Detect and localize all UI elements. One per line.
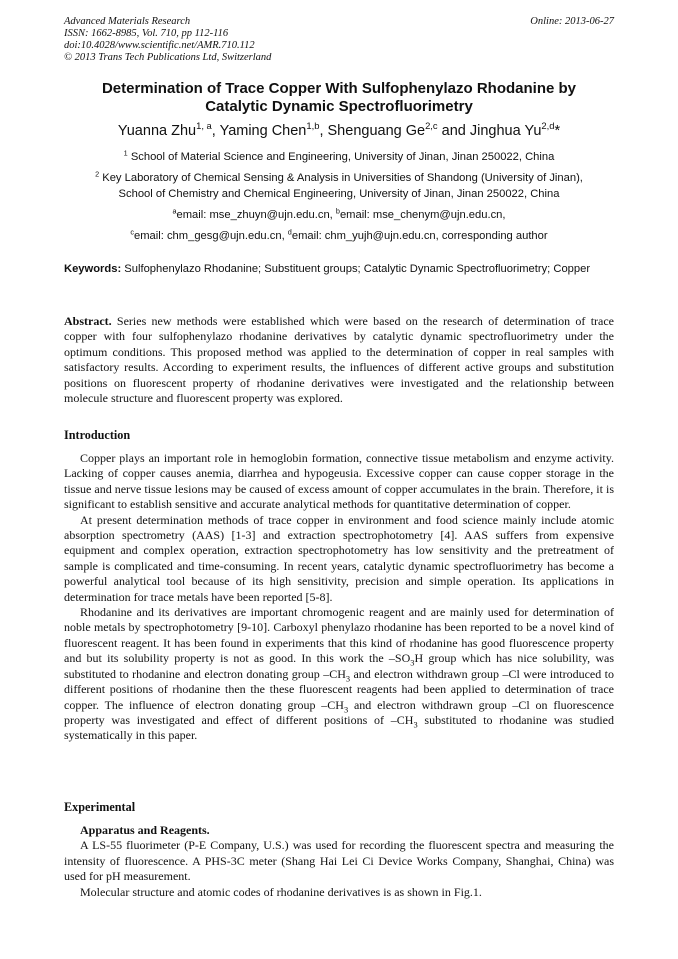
email-d: email: chm_yujh@ujn.edu.cn, corresponding author [291,230,548,242]
email-a: email: mse_zhuyn@ujn.edu.cn, [176,209,336,221]
email-b: email: mse_chenym@ujn.edu.cn, [339,209,506,221]
online-date: Online: 2013-06-27 [530,16,614,27]
title-line-2: Catalytic Dynamic Spectrofluorimetry [205,98,473,115]
author-affiliation-mark: 2,c [425,120,438,132]
author-affiliation-mark: 2,d [541,120,555,132]
keywords [64,262,614,277]
keywords-label: Keywords: [64,263,122,275]
abstract [64,314,614,406]
subscript: 3 [345,674,351,684]
author-name: Jinghua Yu [469,123,542,139]
experimental-body [64,823,614,900]
author-name: Yuanna Zhu [117,123,197,139]
experimental-heading: Experimental [64,800,136,814]
email-mark: d [287,227,292,237]
affiliation-text: School of Chemistry and Chemical Engineering, University of Jinan, Jinan 250022, China [118,188,560,200]
journal-name: Advanced Materials Research [64,16,191,27]
intro-p3-part: and electron withdrawn group –Cl were introduced to different positions of rhodanine then the these fluorescent reagents had been applied to determination of trace copper. The influence of electron donating group –CH [64,666,614,712]
intro-p3-part: H group which has nice solubility, was substituted to rhodanine and electron donating group –CH [64,651,614,681]
email-c: email: chm_gesg@ujn.edu.cn, [134,230,288,242]
email-mark: c [130,227,135,237]
author-affiliation-mark: 1, a [196,120,212,132]
affiliation-text: School of Material Science and Engineering, University of Jinan, Jinan 250022, China [130,151,555,163]
author-affiliation-mark: 1,b [306,120,320,132]
experimental-paragraph-2: Molecular structure and atomic codes of rhodanine derivatives is as shown in Fig.1. [80,884,482,899]
experimental-paragraph-1: A LS-55 fluorimeter (P-E Company, U.S.) was used for recording the fluorescent spectra and measuring the intensity of fluorescence. A PHS-3C meter (Shang Hai Lei Ci Device Works Company, Shanghai, China) was used for pH measurement. [64,838,614,884]
affiliation-number: 1 [123,148,128,158]
email-mark: b [335,206,340,216]
author-separator: , [319,123,328,139]
author-name: Shenguang Ge [327,123,426,139]
introduction-heading: Introduction [64,428,131,442]
paper-title [64,80,614,116]
copyright-line: © 2013 Trans Tech Publications Ltd, Switzerland [64,52,272,63]
author-separator: and [437,123,470,139]
author-name: Yaming Chen [219,123,307,139]
intro-paragraph-1: Copper plays an important role in hemoglobin formation, connective tissue metabolism and enzyme activity. Lacking of copper causes anemia, diarrhea and hypogeusia. Excessive copper can cause copper storage in the tissue and nerve tissue lesions may be caused of excess amount of copper accumulates in the brain. Therefore, it is significant to establish sensitive and accurate analytical methods for quantitative determination of copper. [64,451,614,512]
subscript: 3 [343,704,349,714]
corresponding-star: * [554,123,561,139]
intro-p3-part: and electron withdrawn group –Cl on fluorescence property was investigated and effect of different positions of –CH [64,697,614,727]
author-list [64,122,614,140]
affiliation-text: Key Laboratory of Chemical Sensing & Analysis in Universities of Shandong (University of Jinan), [102,172,583,184]
email-line-2 [60,228,618,244]
abstract-label: Abstract. [64,314,112,328]
affiliation-1 [60,149,618,165]
doi-line: doi:10.4028/www.scientific.net/AMR.710.112 [64,40,255,51]
abstract-text: Series new methods were established which were based on the research of determination of trace copper with four sulfophenylazo rhodanine derivatives by catalytic dynamic spectrofluorimetry under the optimum conditions. This proposed method was applied to the determination of copper in real samples with satisfactory results. According to experiment results, the influences of different active groups and substitution positions on fluorescent property of rhodanine derivatives were investigated and the relationship between molecule structure and fluorescent property was explored. [64,314,614,406]
intro-paragraph-3 [64,605,614,744]
intro-p3-part: Rhodanine and its derivatives are important chromogenic reagent and are mainly used for determination of noble metals by spectrophotometry [9-10]. Carboxyl phenylazo rhodanine has been reported to be a novel kind of fluorescent reagent. It has been found in experiments that this kind of rhodanine has good fluorescence property and but its solubility property is not as good. In this work the –SO [64,605,614,666]
email-line-1 [60,207,618,223]
keywords-text: Sulfophenylazo Rhodanine; Substituent groups; Catalytic Dynamic Spectrofluorimetry; Copper [121,263,591,275]
title-line-1: Determination of Trace Copper With Sulfophenylazo Rhodanine by [101,80,577,97]
journal-header [64,16,614,64]
subscript: 3 [410,658,415,668]
affiliation-number: 2 [95,169,100,179]
introduction-body [64,451,614,744]
email-mark: a [172,206,177,216]
subscript: 3 [413,720,418,730]
intro-p3-part: substituted to rhodanine was studied systematically in this paper. [64,712,614,743]
apparatus-subheading: Apparatus and Reagents. [80,823,210,837]
intro-paragraph-2: At present determination methods of trace copper in environment and food science mainly include atomic absorption spectrometry (AAS) [1-3] and extraction spectrophotometry [4]. AAS suffers from expensive equipment and complex operation, extraction spectrophotometry has low sensitivity and the pretreatment of sample is complicated and time-consuming. In recent years, catalytic dynamic spectrofluorimetry has become a powerful analytical tool because of its high sensitivity, precision and simple operation. Its applications in determination for trace metals have been reported [5-8]. [64,512,614,604]
issn-line: ISSN: 1662-8985, Vol. 710, pp 112-116 [64,28,229,39]
affiliation-2 [60,170,618,202]
author-separator: , [211,123,220,139]
